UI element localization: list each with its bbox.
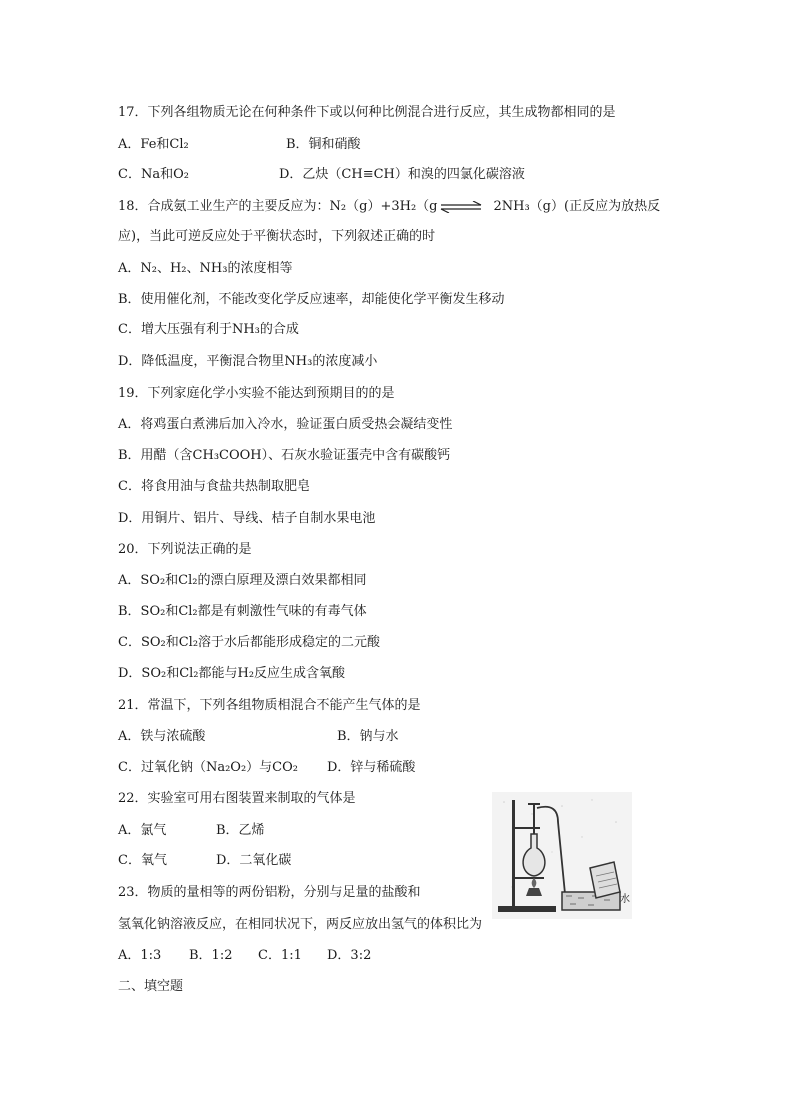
q21-option-b: B．钠与水 <box>337 729 399 744</box>
gas-apparatus-diagram <box>492 792 632 919</box>
q18-stem-line2: 应)，当此可逆反应处于平衡状态时，下列叙述正确的时 <box>118 229 436 244</box>
q20-stem: 20．下列说法正确的是 <box>118 542 252 557</box>
q20-option-b: B．SO₂和Cl₂都是有刺激性气味的有毒气体 <box>118 604 367 619</box>
q22-stem: 22．实验室可用右图装置来制取的气体是 <box>118 791 356 806</box>
q19-option-b: B．用醋（含CH₃COOH）、石灰水验证蛋壳中含有碳酸钙 <box>118 448 451 463</box>
q23-option-d: D．3:2 <box>327 948 372 963</box>
q21-option-c: C．过氧化钠（Na₂O₂）与CO₂ <box>118 760 298 775</box>
q17-stem: 17．下列各组物质无论在何种条件下或以何种比例混合进行反应，其生成物都相同的是 <box>118 105 616 120</box>
q23-option-c: C．1:1 <box>258 948 302 963</box>
q19-option-d: D．用铜片、铝片、导线、桔子自制水果电池 <box>118 511 376 526</box>
q20-option-d: D．SO₂和Cl₂都能与H₂反应生成含氧酸 <box>118 666 346 681</box>
q22-option-a: A．氯气 <box>118 823 167 838</box>
equilibrium-arrow-icon <box>439 201 483 213</box>
q19-stem: 19．下列家庭化学小实验不能达到预期目的的是 <box>118 386 395 401</box>
q19-option-c: C．将食用油与食盐共热制取肥皂 <box>118 479 310 494</box>
q17-option-c: C．Na和O₂ <box>118 167 189 182</box>
q23-stem-line2: 氢氧化钠溶液反应，在相同状况下，两反应放出氢气的体积比为 <box>118 917 483 932</box>
q21-option-d: D．锌与稀硫酸 <box>327 760 416 775</box>
water-label: 水 <box>620 894 630 905</box>
q20-option-c: C．SO₂和Cl₂溶于水后都能形成稳定的二元酸 <box>118 635 381 650</box>
q18-option-b: B．使用催化剂，不能改变化学反应速率，却能使化学平衡发生移动 <box>118 292 505 307</box>
q23-option-a: A．1:3 <box>118 948 162 963</box>
q22-option-b: B．乙烯 <box>216 823 265 838</box>
q23-option-b: B．1:2 <box>189 948 233 963</box>
q21-stem: 21．常温下，下列各组物质相混合不能产生气体的是 <box>118 698 421 713</box>
q18-stem-line1 <box>118 199 660 215</box>
q18-option-a: A．N₂、H₂、NH₃的浓度相等 <box>118 261 293 276</box>
apparatus-figure <box>492 792 632 919</box>
q18-option-c: C．增大压强有利于NH₃的合成 <box>118 322 299 337</box>
q18-option-d: D．降低温度，平衡混合物里NH₃的浓度减小 <box>118 354 378 369</box>
q20-option-a: A．SO₂和Cl₂的漂白原理及漂白效果都相同 <box>118 573 367 588</box>
q21-option-a: A．铁与浓硫酸 <box>118 729 206 744</box>
q17-option-a: A．Fe和Cl₂ <box>118 137 189 152</box>
q23-stem-line1: 23．物质的量相等的两份铝粉，分别与足量的盐酸和 <box>118 885 421 900</box>
q18-stem-part1: 18．合成氨工业生产的主要反应为：N₂（g）+3H₂（g <box>118 199 438 214</box>
section-heading-fill-in: 二、填空题 <box>118 979 184 994</box>
q17-option-b: B．铜和硝酸 <box>286 137 361 152</box>
q19-option-a: A．将鸡蛋白煮沸后加入冷水，验证蛋白质受热会凝结变性 <box>118 417 453 432</box>
q22-option-c: C．氧气 <box>118 853 167 868</box>
q17-option-d: D．乙炔（CH≡CH）和溴的四氯化碳溶液 <box>279 167 525 182</box>
q18-stem-part2: 2NH₃（g）(正反应为放热反 <box>493 199 661 214</box>
q22-option-d: D．二氧化碳 <box>216 853 292 868</box>
